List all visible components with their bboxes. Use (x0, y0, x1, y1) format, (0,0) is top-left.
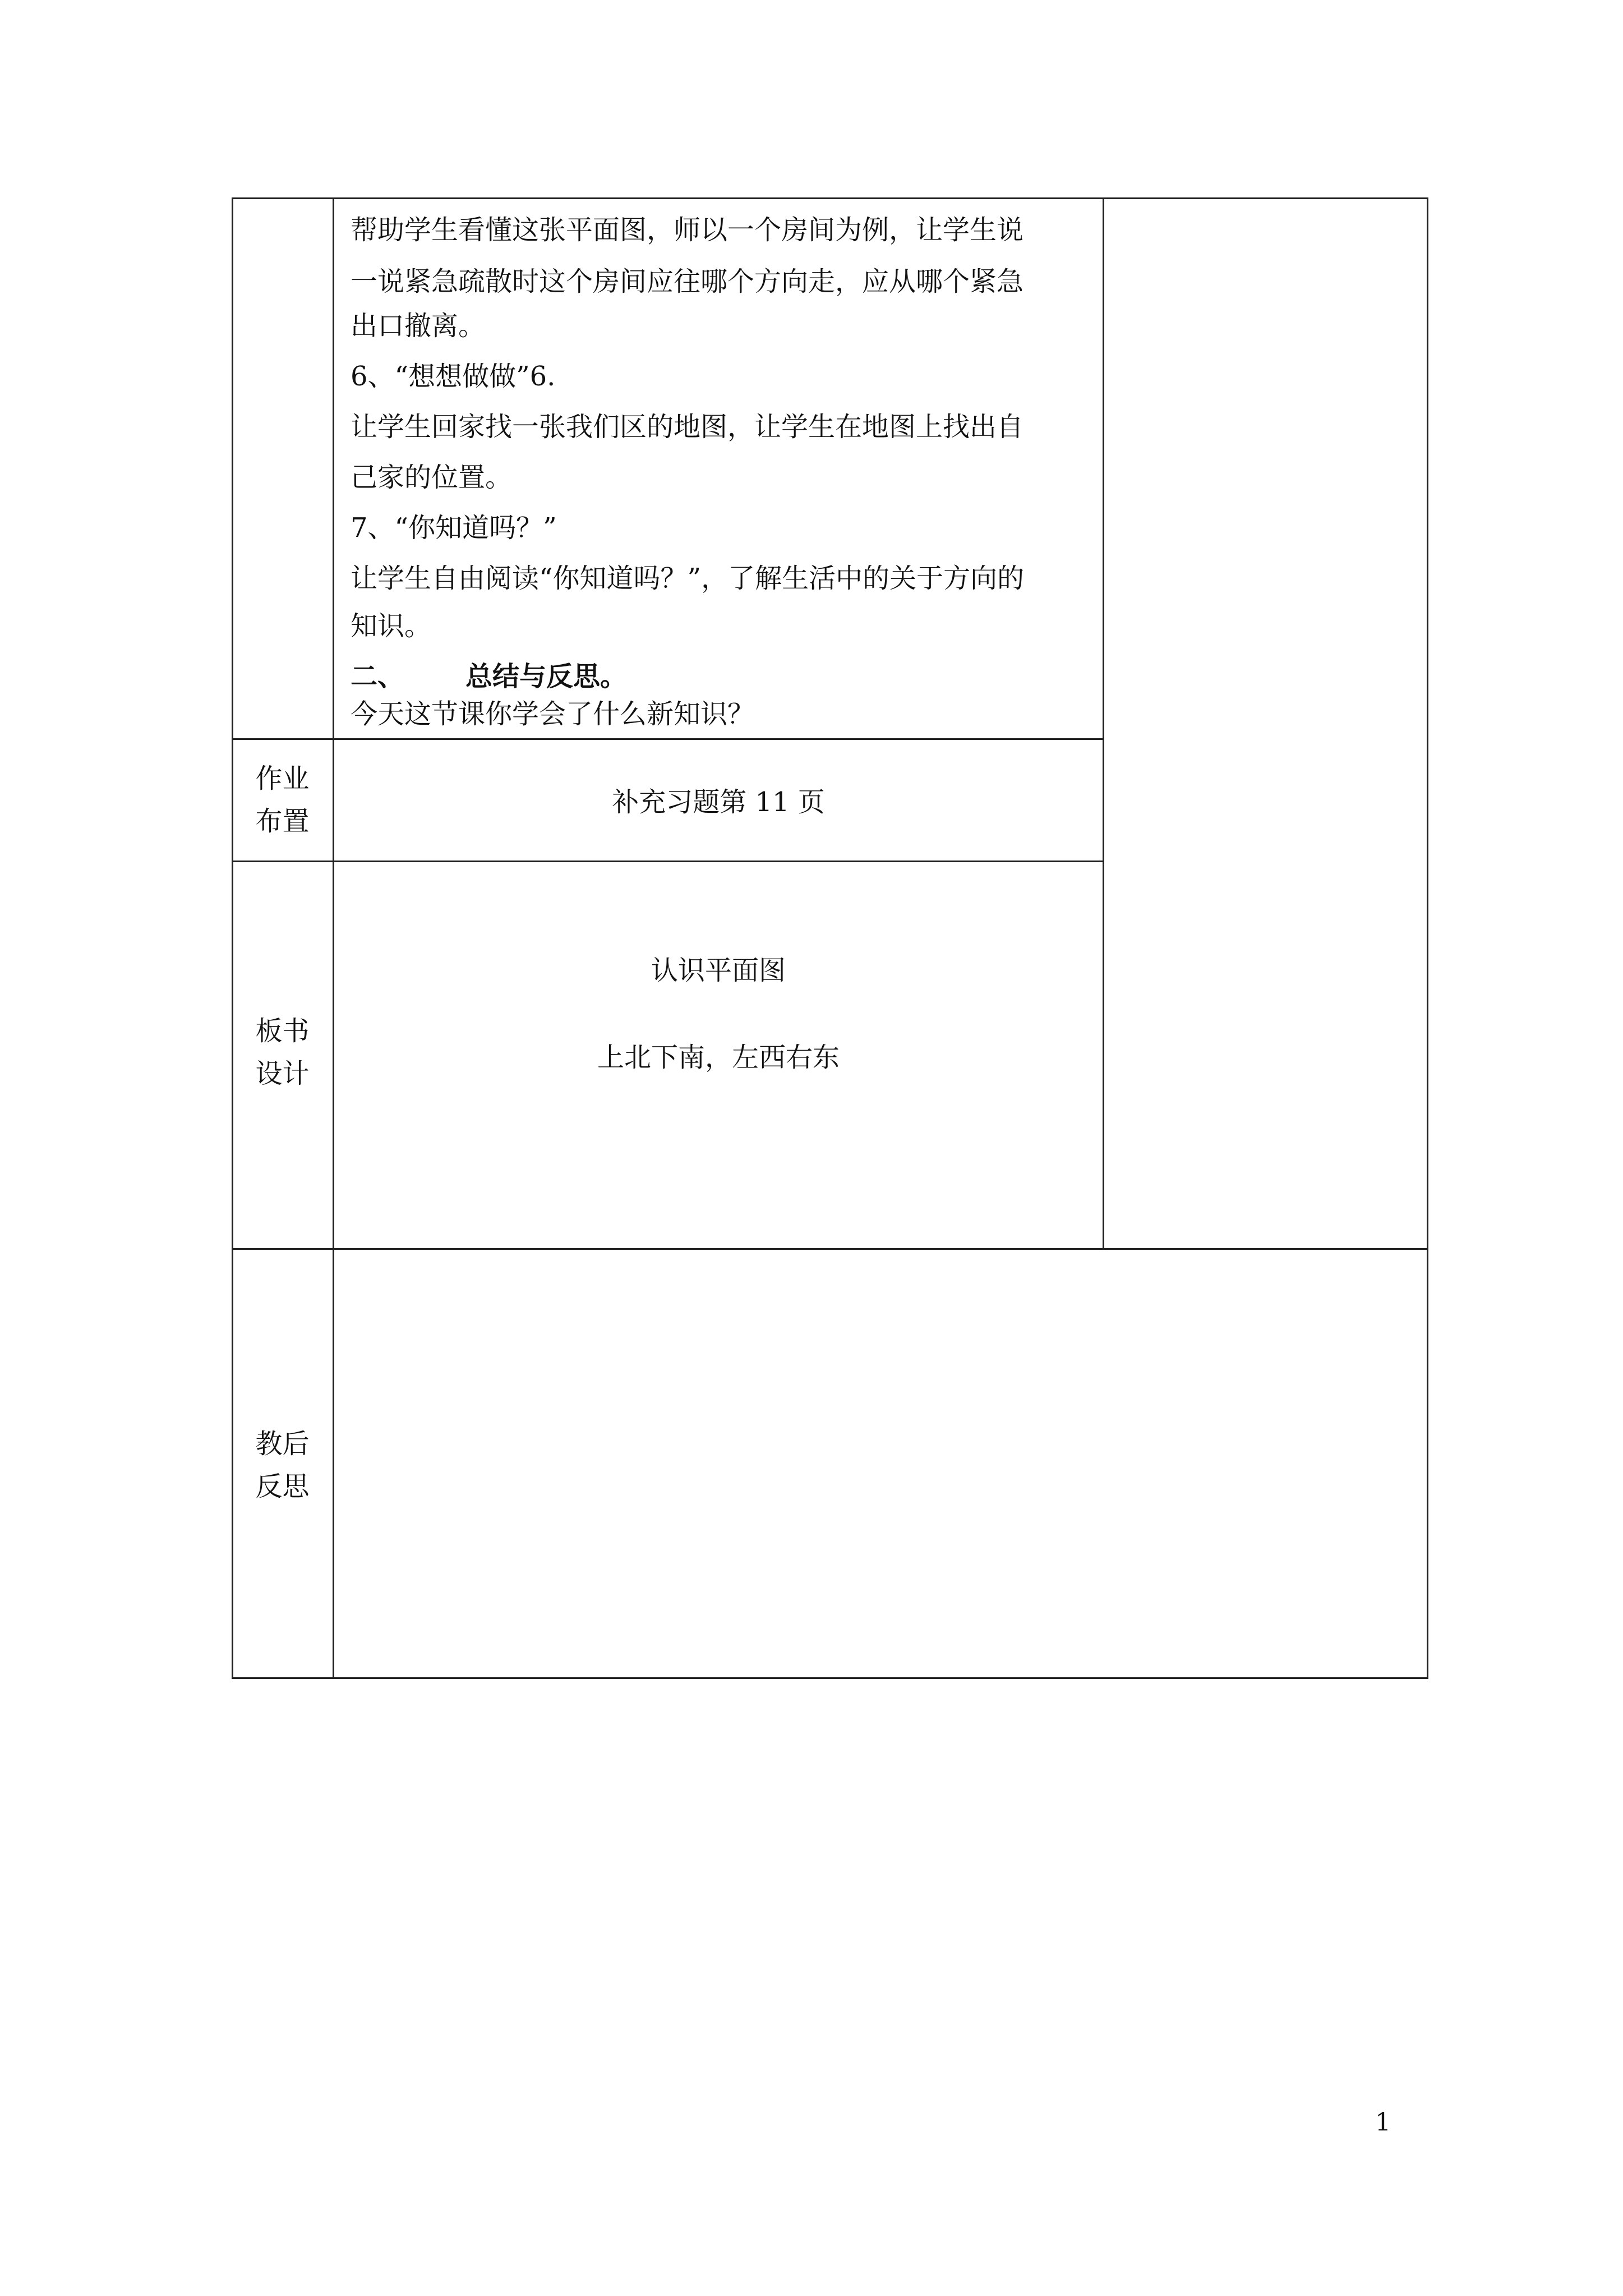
board-label-line-2: 设计 (255, 1058, 310, 1089)
content-line-2: 一说紧急疏散时这个房间应往哪个方向走，应从哪个紧急 (351, 266, 1024, 297)
homework-row-top-border (232, 738, 1104, 740)
content-line-3: 出口撤离。 (351, 310, 486, 342)
content-line-7: 7、“你知道吗？” (351, 512, 557, 544)
page-number: 1 (1375, 2108, 1391, 2137)
board-line: 上北下南，左西右东 (597, 1042, 840, 1073)
homework-text: 补充习题第 11 页 (612, 786, 825, 818)
content-line-9: 知识。 (351, 610, 432, 642)
table-top-border (232, 197, 1428, 199)
reflection-label-line-1: 教后 (255, 1428, 310, 1460)
table-right-border (1427, 197, 1428, 1679)
summary-question: 今天这节课你学会了什么新知识？ (351, 698, 755, 730)
content-line-8: 让学生自由阅读“你知道吗？”，了解生活中的关于方向的 (351, 563, 1025, 594)
content-line-4: 6、“想想做做”6. (351, 361, 556, 392)
summary-number: 二、 (351, 661, 405, 692)
table-bottom-border (232, 1677, 1428, 1679)
board-title: 认识平面图 (651, 955, 786, 986)
label-column-divider (333, 197, 334, 1679)
content-line-5: 让学生回家找一张我们区的地图，让学生在地图上找出自 (351, 411, 1024, 443)
homework-label-line-1: 作业 (255, 763, 310, 794)
reflection-row-top-border (232, 1248, 1428, 1250)
summary-heading: 总结与反思。 (465, 661, 628, 692)
board-row-top-border (232, 861, 1104, 862)
homework-label-line-2: 布置 (255, 806, 310, 837)
notes-column-divider (1103, 197, 1104, 1250)
board-label-line-1: 板书 (255, 1015, 310, 1047)
reflection-label-line-2: 反思 (255, 1471, 310, 1502)
content-line-1: 帮助学生看懂这张平面图，师以一个房间为例，让学生说 (351, 214, 1024, 246)
content-line-6: 己家的位置。 (351, 462, 513, 493)
